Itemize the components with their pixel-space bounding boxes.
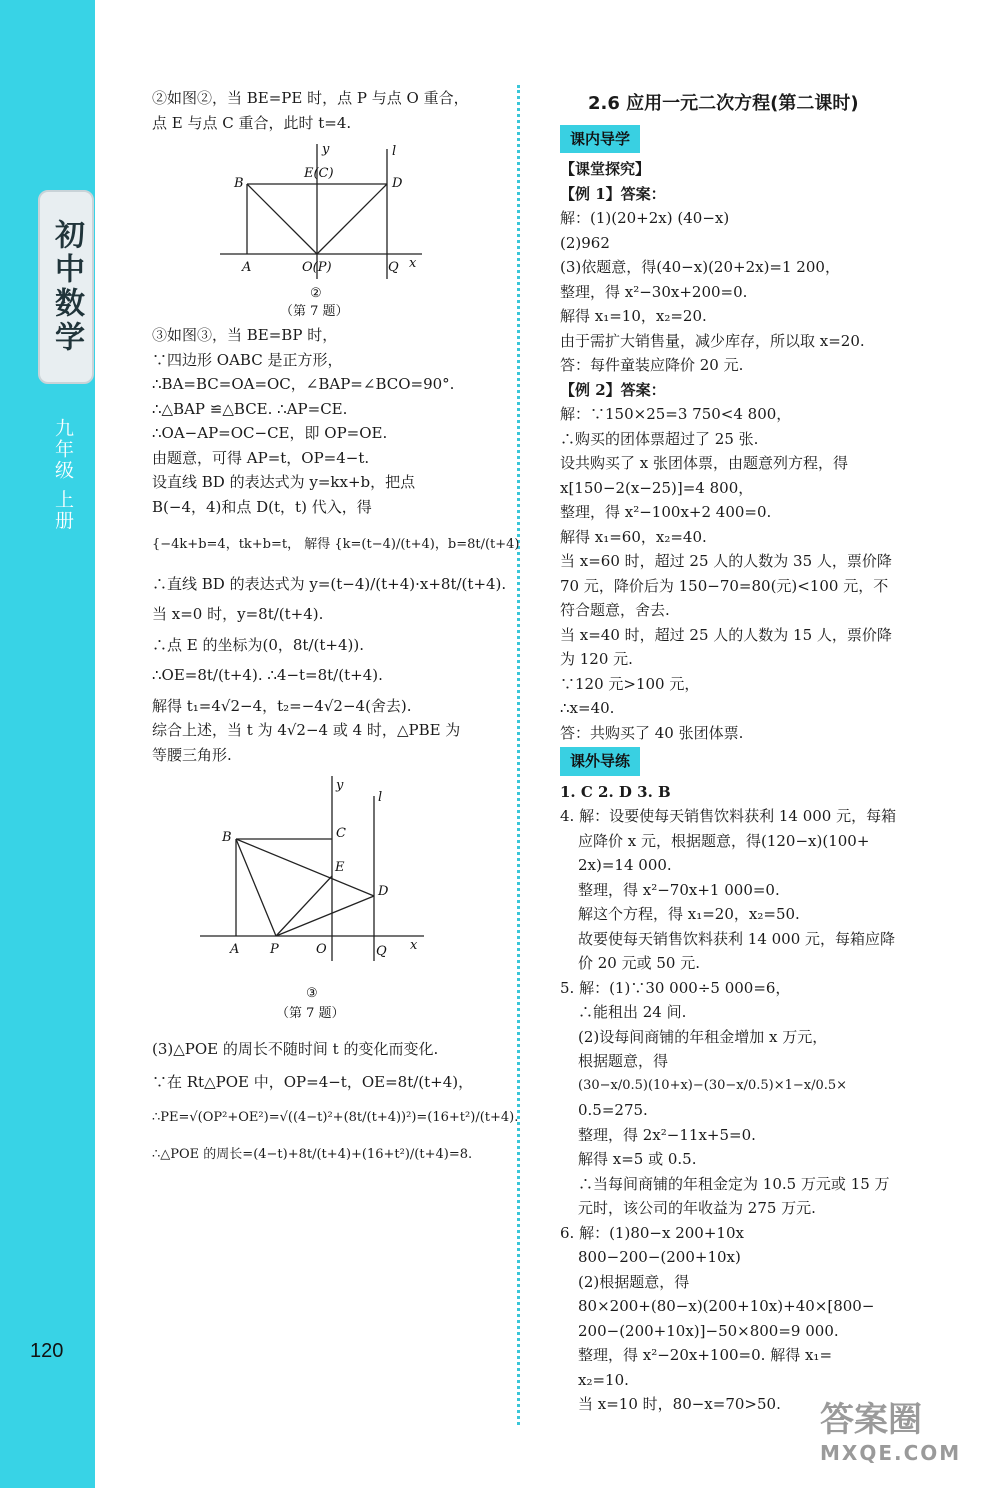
text-line: 由于需扩大销售量，减少库存，所以取 x=20.: [560, 331, 865, 350]
fig2-label-y: y: [322, 142, 330, 157]
text-line: 元时，该公司的年收益为 275 万元.: [578, 1199, 816, 1217]
text-line: (2)962: [560, 233, 610, 252]
text-line: 5. 解：(1)∵30 000÷5 000=6，: [560, 978, 791, 997]
text-line: 80×200+(80−x)(200+10x)+40×[800−: [578, 1297, 875, 1315]
text-line: ∴OA−AP=OC−CE，即 OP=OE.: [152, 424, 388, 442]
text-line: ②如图②，当 BE=PE 时，点 P 与点 O 重合，: [152, 89, 469, 107]
text-line: 应降价 x 元，根据题意，得(120−x)(100+: [578, 831, 870, 850]
fig2-label-A: A: [242, 260, 252, 275]
text-line: 答：共购买了 40 张团体票.: [560, 723, 744, 742]
page-number: 120: [30, 1340, 64, 1362]
fig3-label-P: P: [270, 942, 279, 957]
fig3-label-x: x: [410, 938, 418, 953]
text-line: ∵在 Rt△POE 中，OP=4−t，OE=8t/(t+4)，: [152, 1072, 474, 1091]
text-line: 价 20 元或 50 元.: [578, 954, 701, 972]
text-line: 800−200−(200+10x): [578, 1248, 741, 1266]
text-line: ∴能租出 24 间.: [578, 1003, 687, 1021]
text-line: ∵四边形 OABC 是正方形，: [152, 350, 343, 369]
text-line: 整理，得 x²−100x+2 400=0.: [560, 503, 772, 521]
text-line: ∴购买的团体票超过了 25 张.: [560, 429, 759, 448]
fig3-number: ③: [306, 986, 318, 1001]
text-line: 点 E 与点 C 重合，此时 t=4.: [152, 113, 352, 132]
watermark-text: 答案圈: [820, 1400, 922, 1440]
fig2-number: ②: [310, 286, 322, 301]
text-line: ∵120 元>100 元，: [560, 674, 700, 693]
text-line: 解得 x₁=10，x₂=20.: [560, 307, 707, 325]
equation-system: {−4k+b=4，tk+b=t， 解得 {k=(t−4)/(t+4)，b=8t/(t+4): [152, 537, 520, 552]
subject-label-box: [38, 190, 94, 384]
watermark-logo: [820, 1392, 990, 1482]
grade-label: 九年级 上册: [52, 418, 74, 532]
text-line: 解：∵150×25=3 750<4 800，: [560, 405, 792, 423]
fig2-caption: （第 7 题）: [280, 304, 349, 319]
text-line: 整理，得 x²−70x+1 000=0.: [578, 880, 780, 899]
text-line: 解：(1)(20+2x) (40−x): [560, 209, 730, 227]
fig3-label-D: D: [378, 884, 389, 899]
sidebar: [0, 0, 95, 1488]
fig3-label-A: A: [230, 942, 240, 957]
text-line: (2)根据题意，得: [578, 1272, 690, 1291]
fig3-label-Q: Q: [376, 944, 387, 959]
text-line: ∴x=40.: [560, 699, 615, 717]
column-divider: [517, 85, 520, 1425]
fig2-label-l: l: [392, 144, 397, 159]
short-answers: 1. C 2. D 3. B: [560, 782, 671, 801]
text-line: 2x)=14 000.: [578, 856, 672, 874]
fig2-label-Q: Q: [388, 260, 399, 275]
fig3-label-B: B: [222, 830, 232, 845]
text-line: ∴△POE 的周长=(4−t)+8t/(t+4)+(16+t²)/(t+4)=8.: [152, 1146, 473, 1162]
text-line: 整理，得 2x²−11x+5=0.: [578, 1125, 756, 1144]
section-title: 2.6 应用一元二次方程(第二课时): [588, 93, 859, 114]
subject-label: 初中数学: [49, 219, 84, 355]
text-line: 设共购买了 x 张团体票，由题意列方程，得: [560, 454, 848, 472]
text-line: ∴当每间商铺的年租金定为 10.5 万元或 15 万: [578, 1174, 890, 1193]
text-line: ∴△BAP ≌△BCE. ∴AP=CE.: [152, 399, 348, 418]
text-line: 设直线 BD 的表达式为 y=kx+b，把点: [152, 473, 416, 491]
fig2-label-E: E(C): [304, 166, 334, 181]
fig3-label-O: O: [316, 942, 327, 957]
text-line: ∴PE=√(OP²+OE²)=√((4−t)²+(8t/(t+4))²)=(16+t²)/(t+4).: [152, 1110, 519, 1125]
text-line: 70 元，降价后为 150−70=80(元)<100 元，不: [560, 576, 889, 595]
fig2-label-x: x: [409, 256, 417, 271]
right-column: [560, 86, 940, 1417]
text-line: x[150−2(x−25)]=4 800，: [560, 478, 754, 497]
example-1-heading: 【例 1】答案：: [560, 184, 666, 203]
subheading: 【课堂探究】: [560, 160, 651, 178]
text-line: ∴OE=8t/(t+4). ∴4−t=8t/(t+4).: [152, 666, 383, 684]
text-line: B(−4，4)和点 D(t，t) 代入，得: [152, 497, 372, 516]
text-line: 整理，得 x²−30x+200=0.: [560, 282, 748, 301]
text-line: ∴直线 BD 的表达式为 y=(t−4)/(t+4)·x+8t/(t+4).: [152, 574, 507, 593]
fig2-label-B: B: [234, 176, 244, 191]
text-line: 6. 解：(1)80−x 200+10x: [560, 1223, 744, 1242]
text-line: ∴点 E 的坐标为(0，8t/(t+4)).: [152, 635, 364, 654]
text-line: 当 x=0 时，y=8t/(t+4).: [152, 605, 324, 623]
text-line: 0.5=275.: [578, 1101, 648, 1119]
text-line: 故要使每天销售饮料获利 14 000 元，每箱应降: [578, 929, 896, 948]
text-line: 解得 x₁=60，x₂=40.: [560, 527, 707, 546]
text-line: (2)设每间商铺的年租金增加 x 万元，: [578, 1027, 828, 1046]
text-line: 解得 x=5 或 0.5.: [578, 1150, 697, 1168]
text-line: x₂=10.: [578, 1370, 629, 1389]
text-line: 当 x=10 时，80−x=70>50.: [578, 1395, 781, 1413]
fig3-label-C: C: [336, 826, 346, 841]
text-line: 综合上述，当 t 为 4√2−4 或 4 时，△PBE 为: [152, 721, 461, 739]
text-line: 由题意，可得 AP=t，OP=4−t.: [152, 448, 370, 467]
fig2-label-O: O(P): [302, 260, 332, 275]
fig3-label-E: E: [335, 860, 345, 875]
text-line: ③如图③，当 BE=BP 时，: [152, 326, 338, 344]
fig3-label-l: l: [378, 790, 383, 805]
text-line: 符合题意，舍去.: [560, 601, 670, 619]
fig3-caption: （第 7 题）: [276, 1006, 345, 1021]
text-line: ∴BA=BC=OA=OC，∠BAP=∠BCO=90°.: [152, 375, 455, 393]
text-line: 为 120 元.: [560, 650, 633, 668]
figure-2: [152, 139, 512, 319]
text-line: 根据题意，得: [578, 1052, 669, 1070]
left-column: [152, 86, 520, 1179]
text-line: 解这个方程，得 x₁=20，x₂=50.: [578, 905, 800, 923]
fig3-label-y: y: [336, 778, 344, 793]
figure-3: [152, 771, 512, 1033]
tag-in-class: 课内导学: [560, 125, 640, 154]
text-line: 200−(200+10x)]−50×800=9 000.: [578, 1321, 839, 1340]
text-line: 等腰三角形.: [152, 745, 232, 764]
tag-after-class: 课外导练: [560, 747, 640, 776]
text-line: 解得 t₁=4√2−4，t₂=−4√2−4(舍去).: [152, 696, 412, 715]
text-line: 整理，得 x²−20x+100=0. 解得 x₁=: [578, 1346, 833, 1364]
text-line: 当 x=60 时，超过 25 人的人数为 35 人，票价降: [560, 552, 892, 570]
fig2-label-D: D: [392, 176, 403, 191]
text-line: 4. 解：设要使每天销售饮料获利 14 000 元，每箱: [560, 807, 897, 825]
text-line: (3)△POE 的周长不随时间 t 的变化而变化.: [152, 1040, 439, 1058]
watermark-url: MXQE.COM: [820, 1441, 962, 1465]
text-line: (30−x/0.5)(10+x)−(30−x/0.5)×1−x/0.5×: [578, 1077, 848, 1093]
text-line: 答：每件童装应降价 20 元.: [560, 356, 744, 374]
text-line: 当 x=40 时，超过 25 人的人数为 15 人，票价降: [560, 625, 892, 644]
example-2-heading: 【例 2】答案：: [560, 380, 666, 399]
text-line: (3)依题意，得(40−x)(20+2x)=1 200，: [560, 258, 840, 276]
